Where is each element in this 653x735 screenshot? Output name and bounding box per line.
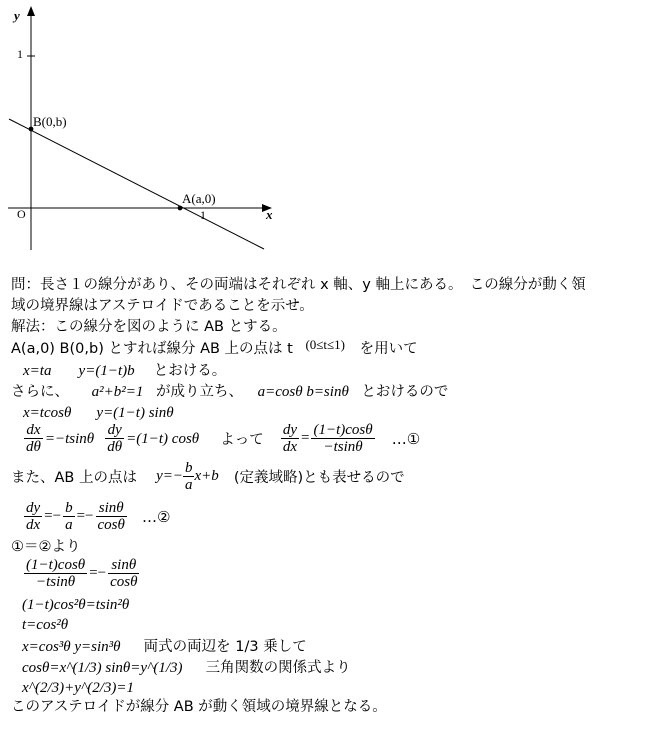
okeru-text: とおけるので bbox=[361, 384, 449, 400]
points-line bbox=[11, 339, 418, 359]
segment-line bbox=[9, 119, 264, 249]
step-3-note: 両式の両辺を 1/3 乗して bbox=[143, 639, 307, 655]
line-equation-line bbox=[11, 460, 405, 493]
conclusion: このアステロイドが線分 AB が動く領域の境界線となる。 bbox=[11, 699, 387, 715]
point-b-label: B(0,b) bbox=[33, 114, 67, 129]
step-4-note: 三角関数の関係式より bbox=[205, 660, 351, 676]
points-text-tail: を用いて bbox=[359, 341, 418, 357]
dy-rhs: =(1−t) cosθ bbox=[126, 431, 200, 447]
sarani-text: さらに、 bbox=[11, 384, 69, 400]
dx-rhs: =−tsinθ bbox=[44, 431, 95, 447]
param-y: y=(1−t)b bbox=[78, 363, 135, 379]
eq2-mid-frac: $\frac{b}{a}$ bbox=[65, 500, 73, 533]
mark-2: …② bbox=[141, 507, 171, 526]
point-a bbox=[178, 206, 183, 211]
combined-lhs-frac: $\frac{(1-t)\cos\theta}{-tsin\theta}$ bbox=[26, 557, 86, 590]
line-slope-frac: $\frac{b}{a}$ bbox=[184, 460, 193, 493]
line-eq-lhs: y=− bbox=[156, 468, 183, 484]
dx-dtheta: $\frac{dx}{d\theta}$ bbox=[26, 422, 41, 455]
mata-tail: (定義域略)とも表せるので bbox=[233, 470, 405, 486]
mata-text: また、AB 上の点は bbox=[11, 470, 137, 486]
step-2: t=cos²θ bbox=[22, 617, 69, 633]
x-tick-label: 1 bbox=[200, 208, 206, 222]
step-5: x^(2/3)+y^(2/3)=1 bbox=[22, 680, 135, 696]
result1-frac: $\frac{(1-t)\cos\theta}{-tsin\theta}$ bbox=[313, 422, 373, 455]
derivative-line: $\frac{dx}{d\theta}$ =−tsinθ $\frac{dy}{d\theta}$ =(1−t) cosθ よって $\frac{dy}{dx}$ = $\frac{(1-t)\cos\theta}{-tsin\theta}$ …① bbox=[26, 422, 421, 455]
combined-rhs-frac: $\frac{\sin\theta}{\cos\theta}$ bbox=[110, 557, 138, 590]
x-axis-label: x bbox=[266, 207, 273, 222]
combine-line: ①＝②より bbox=[11, 539, 81, 555]
point-a-label: A(a,0) bbox=[182, 191, 216, 206]
dydx-frac: $\frac{dy}{dx}$ bbox=[282, 422, 298, 455]
points-text: A(a,0) B(0,b) とすれば線分 AB 上の点は t bbox=[11, 341, 293, 357]
line-eq-rhs: x+b bbox=[194, 468, 219, 484]
step-4: cosθ=x^(1/3) sinθ=y^(1/3) 三角関数の関係式より bbox=[22, 660, 351, 676]
eq2-rhs-frac: $\frac{\sin\theta}{\cos\theta}$ bbox=[97, 500, 125, 533]
relation-line bbox=[11, 383, 448, 402]
problem-line-1: 問：長さ１の線分があり、その両端はそれぞれ x 軸、y 軸上にある。 この線分が動く領 bbox=[11, 277, 586, 293]
eq2-lhs-frac: $\frac{dy}{dx}$ bbox=[26, 500, 41, 533]
coordinate-figure bbox=[0, 0, 290, 255]
ab-relation: a²+b²=1 bbox=[91, 384, 144, 400]
y-axis-label: y bbox=[14, 8, 20, 23]
yotte-text: よって bbox=[220, 432, 264, 448]
mark-1: …① bbox=[391, 429, 421, 448]
x-trig: x=tcosθ bbox=[23, 405, 72, 421]
param-tail: とおける。 bbox=[153, 363, 227, 379]
trig-param-line bbox=[23, 402, 174, 422]
naritachi-text: が成り立ち、 bbox=[155, 384, 243, 400]
origin-label: O bbox=[17, 207, 26, 221]
param-line bbox=[23, 359, 226, 380]
t-range: (0≤t≤1) bbox=[305, 337, 346, 352]
dy-dtheta: $\frac{dy}{d\theta}$ bbox=[107, 422, 123, 455]
solution-intro: 解法：この線分を図のように AB とする。 bbox=[11, 319, 287, 335]
equation-2-line: $\frac{dy}{dx}$ =− $\frac{b}{a}$ =− $\frac{\sin\theta}{\cos\theta}$ …② bbox=[26, 500, 171, 533]
combined-equation: $\frac{(1-t)\cos\theta}{-tsin\theta}$ =− $\frac{\sin\theta}{\cos\theta}$ bbox=[26, 557, 138, 590]
step-1: (1−t)cos²θ=tsin²θ bbox=[22, 597, 130, 613]
y-axis-arrow bbox=[27, 6, 35, 16]
y-tick-label: 1 bbox=[17, 47, 23, 61]
problem-line-2: 域の境界線はアステロイドであることを示せ。 bbox=[11, 298, 314, 314]
y-trig: y=(1−t) sinθ bbox=[96, 405, 174, 421]
param-x: x=ta bbox=[23, 363, 52, 379]
ab-trig: a=cosθ b=sinθ bbox=[257, 384, 349, 400]
step-3: x=cos³θ y=sin³θ 両式の両辺を 1/3 乗して bbox=[22, 639, 307, 655]
